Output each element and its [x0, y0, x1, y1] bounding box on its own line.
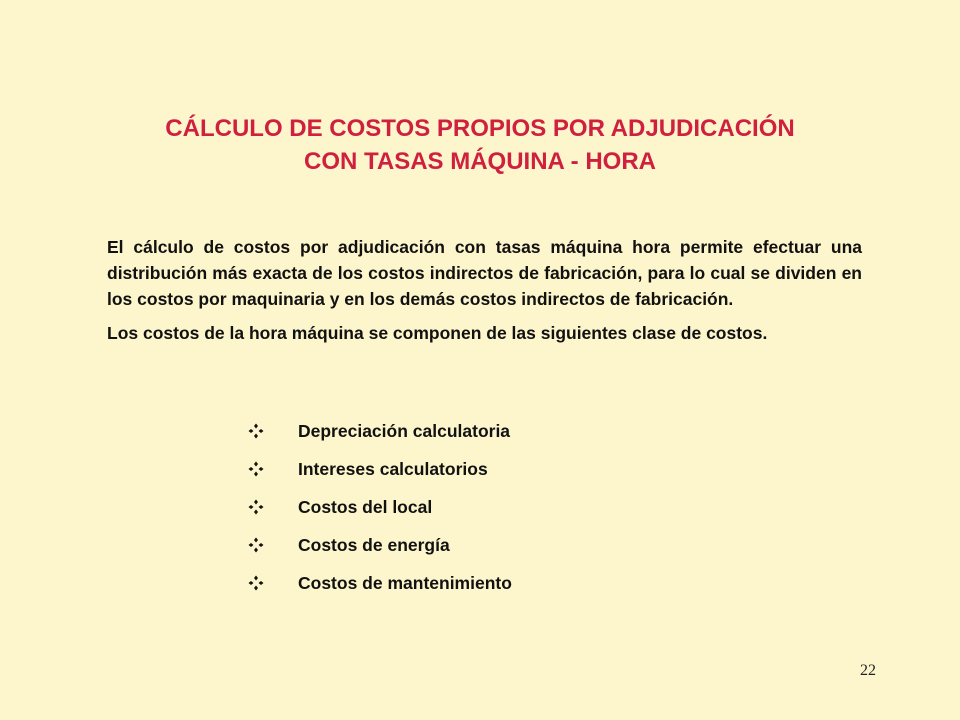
list-item: [247, 412, 512, 450]
list-item-label: Costos del local: [298, 496, 433, 517]
cost-types-list: [247, 412, 512, 602]
slide-title: [0, 112, 960, 178]
list-item: [247, 450, 512, 488]
body-paragraph-2: Los costos de la hora máquina se componen de las siguientes clase de costos.: [107, 323, 768, 343]
four-diamond-bullet-icon: [247, 498, 265, 516]
four-diamond-bullet-icon: [247, 460, 265, 478]
list-item-label: Intereses calculatorios: [298, 458, 488, 479]
list-item: [247, 526, 512, 564]
four-diamond-bullet-icon: [247, 536, 265, 554]
four-diamond-bullet-icon: [247, 574, 265, 592]
page-number: 22: [860, 662, 876, 679]
four-diamond-bullet-icon: [247, 422, 265, 440]
slide-body: [107, 234, 862, 346]
body-paragraph-1: El cálculo de costos por adjudicación con tasas máquina hora permite efectuar una distribución más exacta de los costos indirectos de fabricación, para lo cual se dividen en los costos por maquinaria y en los demás costos indirectos de fabricación.: [107, 237, 862, 309]
list-item-label: Depreciación calculatoria: [298, 420, 511, 441]
list-item-label: Costos de mantenimiento: [298, 572, 512, 593]
title-line-2: CON TASAS MÁQUINA - HORA: [304, 148, 656, 175]
list-item: [247, 488, 512, 526]
title-line-1: CÁLCULO DE COSTOS PROPIOS POR ADJUDICACIÓN: [165, 115, 795, 142]
list-item-label: Costos de energía: [298, 534, 450, 555]
list-item: [247, 564, 512, 602]
